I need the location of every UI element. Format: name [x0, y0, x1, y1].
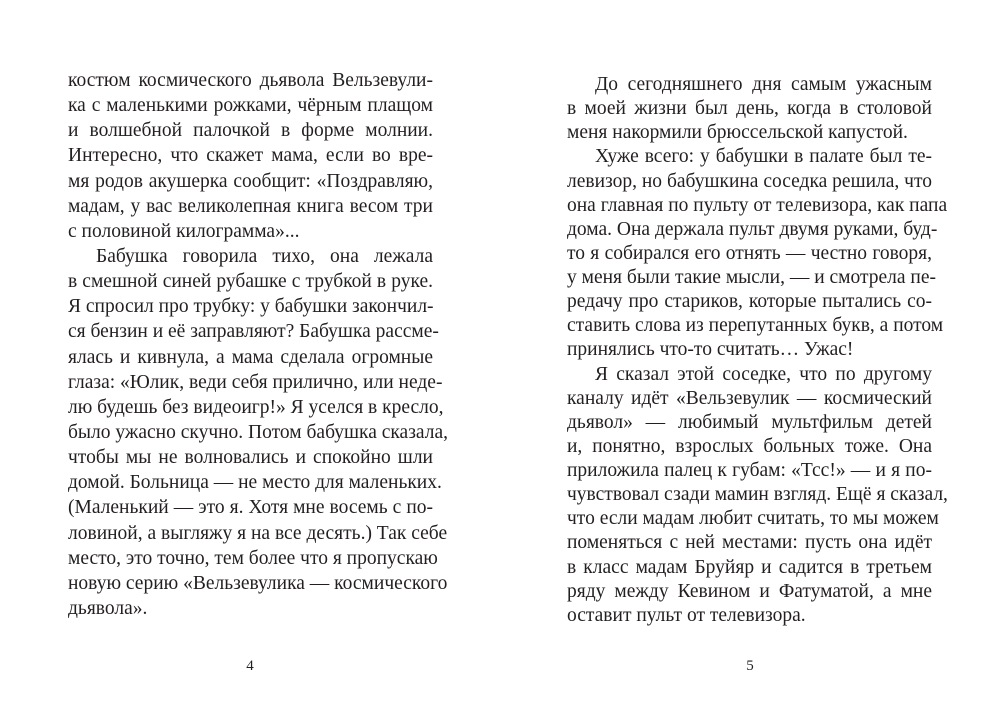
text-line: ряду между Кевином и Фатуматой, а мне	[567, 580, 932, 602]
text-line: лю будешь без видеоигр!» Я уселся в кресло,	[68, 396, 444, 418]
left-page-text	[68, 68, 449, 621]
text-line: каналу идёт «Вельзевулик — космический	[567, 387, 932, 409]
right-page-number: 5	[746, 658, 754, 674]
text-line: то я собирался его отнять — честно говоря,	[567, 242, 932, 264]
text-line: Я спросил про трубку: у бабушки закончил-	[68, 296, 434, 318]
text-line: дома. Она держала пульт двумя руками, буд-	[567, 218, 938, 240]
text-line: с половиной килограмма»...	[68, 220, 300, 242]
left-page-number: 4	[246, 658, 254, 674]
text-line: у меня были такие мысли, — и смотрела пе-	[567, 267, 937, 288]
text-line: дьявол» — любимый мультфильм детей	[567, 411, 932, 433]
text-line: глаза: «Юлик, веди себя прилично, или неде-	[68, 371, 443, 393]
text-line: Я сказал этой соседке, что по другому	[595, 363, 932, 385]
text-line: домой. Больница — не место для маленьких.	[68, 472, 442, 494]
text-line: ставить слова из перепутанных букв, а потом	[567, 315, 944, 337]
text-line: меня накормили брюссельской капустой.	[567, 122, 908, 144]
text-line: редачу про стариков, которые пытались со-	[567, 291, 932, 313]
text-line: что если мадам любит считать, то мы можем	[567, 508, 939, 530]
text-line: и волшебной палочкой в форме молнии.	[68, 120, 433, 142]
text-line: Интересно, что скажет мама, если во вре-	[68, 145, 433, 167]
text-line: До сегодняшнего дня самым ужасным	[595, 74, 932, 95]
text-line: мя родов акушерка сообщит: «Поздравляю,	[68, 170, 433, 192]
text-line: было ужасно скучно. Потом бабушка сказала,	[68, 421, 449, 443]
text-line: поменяться с ней местами: пусть она идёт	[567, 532, 932, 554]
text-line: Бабушка говорила тихо, она лежала	[96, 245, 433, 267]
text-line: в класс мадам Бруйяр и садится в третьем	[567, 556, 932, 578]
text-line: приложила палец к губам: «Тсс!» — и я по-	[567, 460, 932, 481]
text-line: чтобы мы не волновались и спокойно шли	[68, 447, 433, 469]
right-page-text	[567, 73, 948, 628]
text-line: чувствовал сзади мамин взгляд. Ещё я сказал,	[567, 484, 948, 506]
text-line: новую серию «Вельзевулика — космического	[68, 572, 448, 594]
text-line: дьявола».	[68, 597, 148, 619]
text-line: мадам, у вас великолепная книга весом три	[68, 195, 433, 217]
text-line: принялись что-то считать… Ужас!	[567, 339, 854, 361]
text-line: (Маленький — это я. Хотя мне восемь с по-	[68, 497, 433, 519]
text-line: в смешной синей рубашке с трубкой в руке.	[68, 271, 433, 293]
text-line: ялась и кивнула, а мама сделала огромные	[68, 346, 433, 368]
text-line: Хуже всего: у бабушки в палате был те-	[595, 146, 932, 168]
text-line: ся бензин и её заправляют? Бабушка рассме-	[68, 321, 439, 343]
text-line: в моей жизни был день, когда в столовой	[567, 98, 932, 120]
text-line: костюм космического дьявола Вельзевули-	[68, 70, 433, 91]
text-line: левизор, но бабушкина соседка решила, что	[567, 170, 932, 192]
text-line: оставит пульт от телевизора.	[567, 604, 806, 626]
text-line: ловиной, а выгляжу я на все десять.) Так себе	[68, 522, 448, 544]
text-line: и, понятно, взрослых больных тоже. Она	[567, 435, 932, 457]
text-line: место, это точно, тем более что я пропускаю	[68, 547, 438, 569]
text-line: она главная по пульту от телевизора, как папа	[567, 194, 948, 216]
text-line: ка с маленькими рожками, чёрным плащом	[68, 95, 433, 117]
